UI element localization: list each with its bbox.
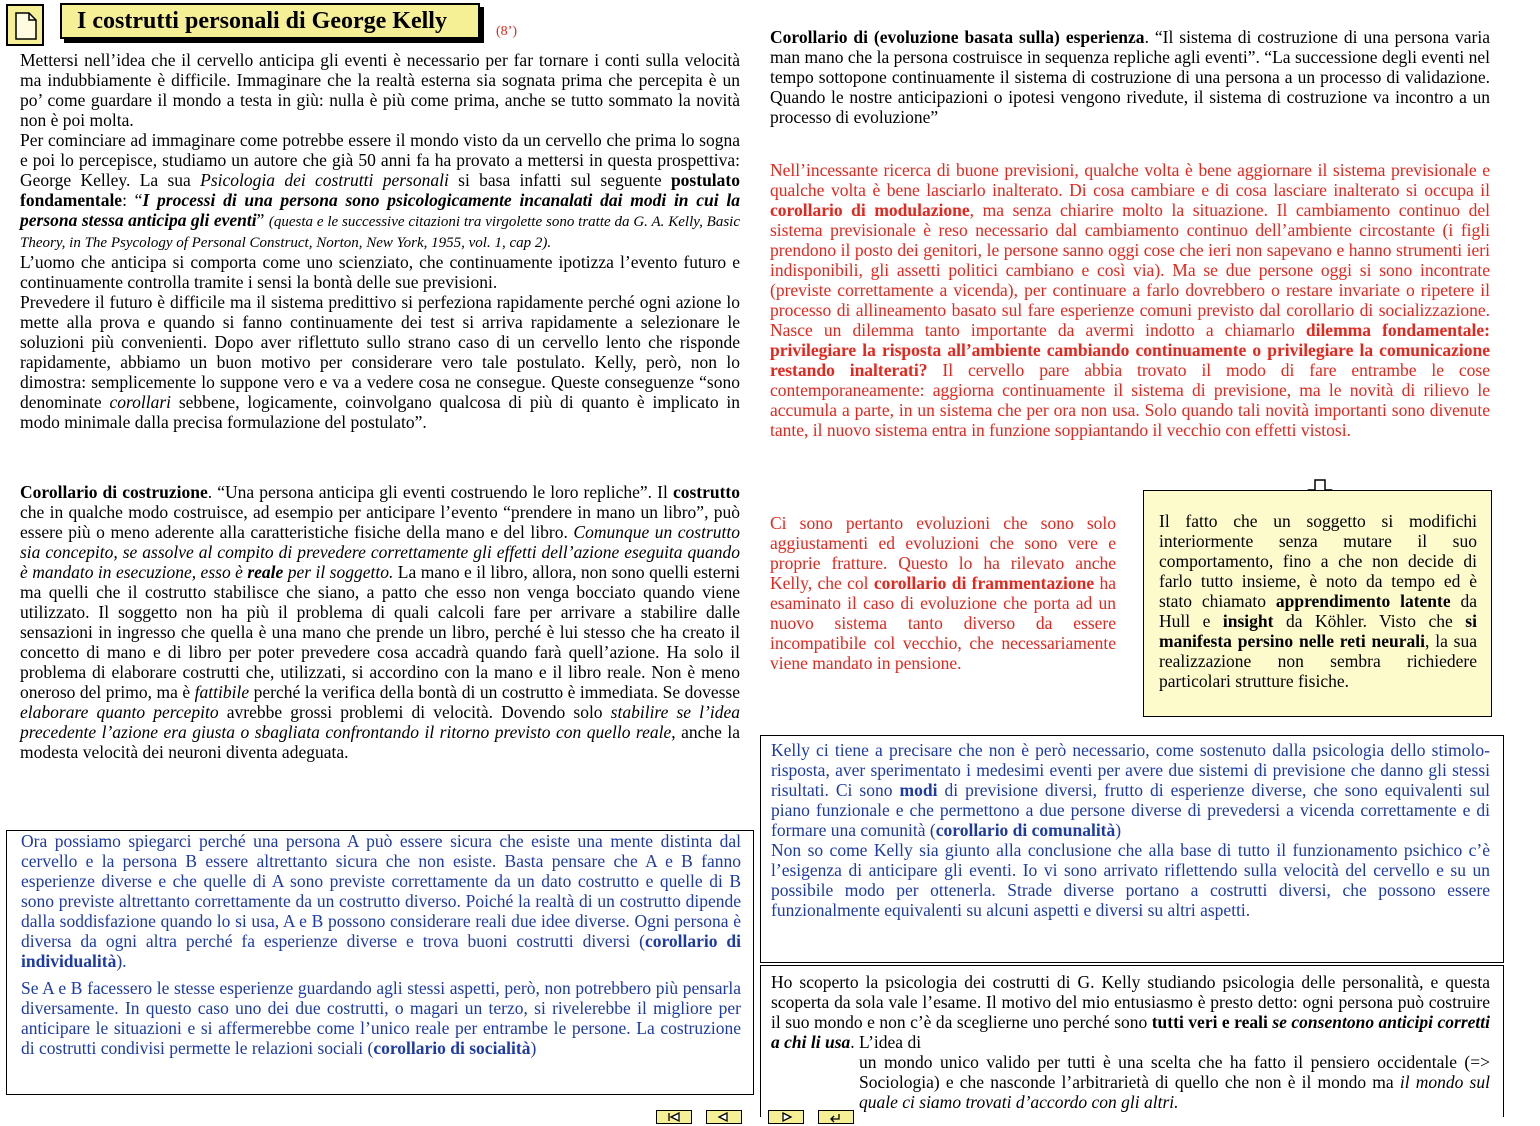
paragraph: Se A e B facessero le stesse esperienze guardando agli stessi aspetti, però, non potrebbero più pensarla diversamente. In questo caso uno dei due costrutti, o magari un terzo, si rivelerebbe il migliore per anticipare le situazioni e si affermerebbe come l’unico reale per entrambe le persone. La costruzione di costrutti condivisi permette le relazioni sociali (corollario di socialità) <box>21 978 741 1058</box>
paragraph: Non so come Kelly sia giunto alla conclusione che alla base di tutto il funzionamento psichico c’è l’esigenza di anticipare gli eventi. Io vi sono arrivato riflettendo sulla velocità del cervello e su un possibile modo per ottenerla. Strade diverse portano a costrutti diversi, che possono essere funzionalmente equivalenti su alcuni aspetti e diversi su altri aspetti. <box>771 840 1490 920</box>
paragraph: Kelly ci tiene a precisare che non è però necessario, come sostenuto dalla psicologia dello stimolo-risposta, aver sperimentato i medesimi eventi per avere due sistemi di previsione che danno gli stessi risultati. Ci sono modi di previsione diversi, frutto di esperienze diverse, che sono equivalenti sul piano funzionale e che permettono a due persone diverse di prevedersi a vicenda correttamente e di formare una comunità (corollario di comunalità) <box>771 740 1490 840</box>
latent-learning-note: Il fatto che un soggetto si modifichi interiormente senza mutare il suo comportamento, fino a che non decide di farlo tutto insieme, è noto da tempo ed è stato chiamato apprendimento latente da Hull e insight da Köhler. Visto che si manifesta persino nelle reti neurali, la sua realizzazione non sembra richiedere particolari strutture fisiche. <box>1143 490 1492 717</box>
corollary-title: Corollario di costruzione <box>20 482 208 502</box>
previous-page-icon <box>707 1111 741 1123</box>
paragraph: Prevedere il futuro è difficile ma il sistema predittivo si perfeziona rapidamente perché ogni azione lo mette alla prova e quando si fanno continuamente dei test si arriva rapidamente a selezionare le soluzioni più convenienti. Dopo aver riflettuto sullo strano caso di un cervello lento che risponde rapidamente, abbiamo un buon motivo per considerare vero tale postulato. Kelly, però, non lo dimostra: semplicemente lo suppone vero e va a vedere cosa ne consegue. Queste conseguenze “sono denominate corollari sebbene, logicamente, coinvolgano qualcosa di più di quanto è implicato in modo minimale dalla precisa formulazione del postulato”. <box>20 292 740 432</box>
previous-page-button[interactable] <box>706 1110 742 1124</box>
paragraph: Mettersi nell’idea che il cervello anticipa gli eventi è necessario per far tornare i conti sulla velocità ma indubbiamente è difficile. Immaginare che la realtà esterna sia sognata prima che percepita è un po’ come guardare il mondo a testa in giù: nulla è più come prima, anche se tutto sommato la novità non è poi molta. <box>20 50 740 130</box>
left-intro <box>20 50 740 432</box>
next-page-button[interactable] <box>768 1110 804 1124</box>
document-icon[interactable] <box>6 4 44 46</box>
modulation-text: Nell’incessante ricerca di buone previsioni, qualche volta è bene aggiornare il sistema previsionale e qualche volta è bene lasciarlo inalterato. Di cosa cambiare e di cosa lasciare inalterato si occupa il corollario di modulazione, ma senza chiarire molto la situazione. Il cambiamento continuo del sistema previsionale è reso necessario dal cambiamento continuo dell’ambiente circostante (i figli prendono il posto dei genitori, le persone sanno oggi cose che ieri non sapevano e hanno strumenti ieri indisponibili, gli assetti politici cambiano e così via). Ma se due persone oggi si sono incontrate (previste correttamente a vicenda), per continuare a farlo dovrebbero o restare invariate o ripetere il processo di allineamento basato sul fare esperienze comuni previsto dal corollario di socializzazione. Nasce un dilemma tanto importante da avermi indotto a chiamarlo dilemma fondamentale: privilegiare la risposta all’ambiente cambiando continuamente o privilegiare la comunicazione restando inalterati? Il cervello pare abbia trovato il modo di fare entrambe le cose contemporaneamente: aggiorna continuamente il sistema di previsione, ma le novità di rilievo le accumula a parte, in un sistema che per ora non usa. Solo quando tali novità importanti sono divenute tante, il nuovo sistema entra in funzione soppiantando il vecchio con effetti vistosi. <box>770 160 1490 440</box>
page-title: I costrutti personali di George Kelly <box>60 3 480 39</box>
next-page-icon <box>769 1111 803 1123</box>
fragmentation-text: Ci sono pertanto evoluzioni che sono solo aggiustamenti ed evoluzioni che sono vere e proprie fratture. Questo lo ha rilevato anche Kelly, che col corollario di frammentazione ha esaminato il caso di evoluzione che porta ad un nuovo sistema tanto diverso da essere incompatibile col vecchio, che necessariamente viene mandato in pensione. <box>770 513 1116 673</box>
conclusion-box: Ho scoperto la psicologia dei costrutti di G. Kelly studiando psicologia delle personalità, e questa scoperta da sola vale l’esame. Il motivo del mio entusiasmo è presto detto: ogni persona può costruire il suo mondo e non c’è da sceglierne uno perché sono tutti veri e reali se consentono anticipi corretti a chi li usa. L’idea di un mondo unico valido per tutti è una scelta che ha fatto il pensiero occidentale (=> Sociologia) e che nasconde l’arbitrarietà di quello che non è il mondo ma il mondo sul quale ci siamo trovati d’accordo con gli altri. <box>760 965 1504 1117</box>
duration-label: (8’) <box>496 24 517 39</box>
return-icon <box>819 1111 853 1123</box>
corollary-experience: Corollario di (evoluzione basata sulla) esperienza. “Il sistema di costruzione di una persona varia man mano che la persona costruisce in sequenza repliche agli eventi”. “La successione degli eventi nel tempo sottopone continuamente il sistema di costruzione di una persona a un processo di validazione. Quando le nostre anticipazioni o ipotesi vengono rivedute, il sistema di costruzione va incontro a un processo di evoluzione” <box>770 27 1490 127</box>
paragraph: L’uomo che anticipa si comporta come uno scienziato, che continuamente ipotizza l’evento futuro e continuamente controlla tramite i sensi la bontà delle sue previsioni. <box>20 252 740 292</box>
first-page-button[interactable] <box>656 1110 692 1124</box>
paragraph: Per cominciare ad immaginare come potrebbe essere il mondo visto da un cervello che prima lo sogna e poi lo percepisce, studiamo un autore che già 50 anni fa ha provato a mettersi in questa prospettiva: George Kelley. La sua Psicologia dei costrutti personali si basa infatti sul seguente postulato fondamentale: “I processi di una persona sono psicologicamente incanalati dai modi in cui la persona stessa anticipa gli eventi” (questa e le successive citazioni tra virgolette sono tratte da G. A. Kelly, Basic Theory, in The Psycology of Personal Construct, Norton, New York, 1955, vol. 1, cap 2). <box>20 130 740 251</box>
paragraph: Ora possiamo spiegarci perché una persona A può essere sicura che esiste una mente distinta dal cervello e la persona B essere altrettanto sicura che non esiste. Basta pensare che A e B fanno esperienze diverse e che quelle di A sono previste correttamente da un dato costrutto e quelle di B sono previste altrettanto correttamente da un costrutto diverso. Poiché la realtà di un costrutto dipende dalla soddisfazione quando lo si usa, A e B possono considerare reali due idee diverse. Ogni persona è diversa da ogni altra perché fa esperienze diverse e trova buoni costrutti diversi (corollario di individualità). <box>21 831 742 971</box>
corollary-construction: Corollario di costruzione. “Una persona anticipa gli eventi costruendo le loro repliche”. Il costrutto che in qualche modo costruisce, ad esempio per anticipare l’evento “prendere in mano un libro”, può essere più o meno aderente alla caratteristiche fisiche della mano e del libro. Comunque un costrutto sia concepito, se assolve al compito di prevedere correttamente gli effetti dell’azione eseguita quando è mandato in esecuzione, esso è reale per il soggetto. La mano e il libro, allora, non sono quelli esterni ma quelli che il costrutto stabilisce che siano, a patto che esso non venga bocciato quando viene utilizzato. Il soggetto non ha più il problema di quali calcoli fare per arrivare a stabilire dalle sensazioni in ingresso che quella è una mano che prende un libro, perché è lui stesso che ha creato il concetto di mano e di libro per poter prevedere cosa accadrà quando farà quell’azione. Ha solo il problema di elaborare costrutti che, utilizzati, si accordino con la mano e il libro reale. Non è meno oneroso del primo, ma è fattibile perché la verifica della bontà di un costrutto è immediata. Se dovesse elaborare quanto percepito avrebbe grossi problemi di velocità. Dovendo solo stabilire se l’idea precedente l’azione era giusta o sbagliata confrontando il ritorno previsto con quello reale, anche la modesta velocità dei neuroni diventa adeguata. <box>20 482 741 762</box>
commonality-box <box>760 735 1504 963</box>
individuality-box <box>6 830 754 1095</box>
first-page-icon <box>657 1111 691 1123</box>
return-button[interactable] <box>818 1110 854 1124</box>
